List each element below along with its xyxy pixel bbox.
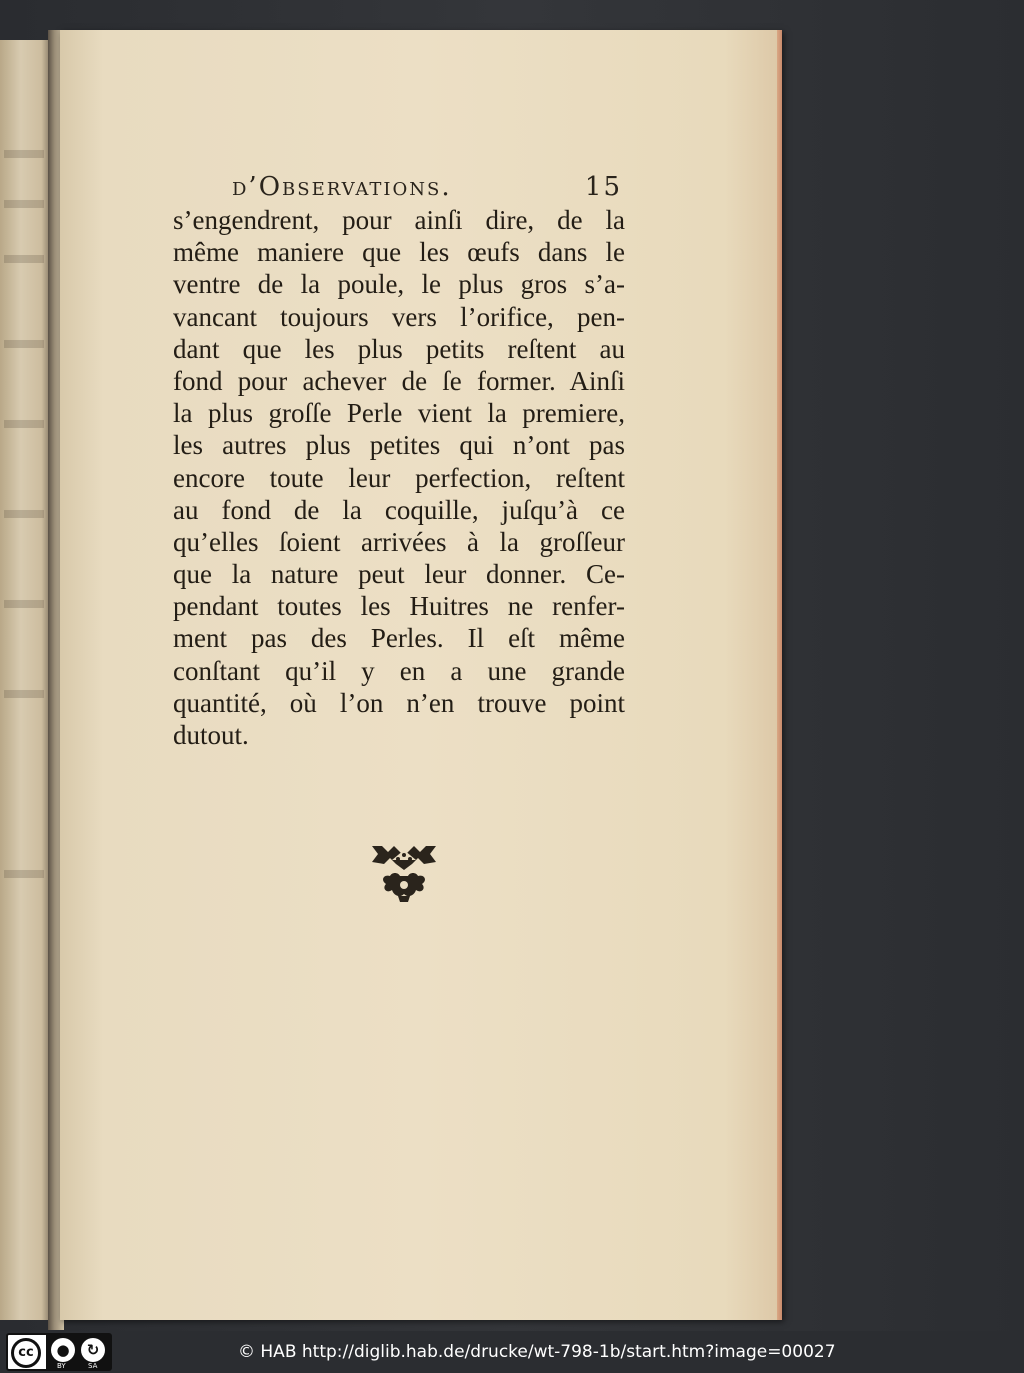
text-line: vancant toujours vers l’orifice, pen- <box>173 301 625 332</box>
by-label: BY <box>57 1362 66 1370</box>
text-line: encore toute leur perfection, reſtent <box>173 462 625 493</box>
show-through-mark <box>4 255 44 263</box>
cc-icon: cc <box>11 1338 41 1368</box>
text-line: ventre de la poule, le plus gros s’a- <box>173 269 625 300</box>
show-through-mark <box>4 150 44 158</box>
text-line: même maniere que les œufs dans le <box>173 237 625 268</box>
source-credit: © HAB http://diglib.hab.de/drucke/wt-798-1b/start.htm?image=00027 <box>238 1342 836 1362</box>
share-alike-icon: ↻ <box>81 1338 105 1362</box>
attribution-icon: ● <box>51 1338 75 1362</box>
text-line: pendant toutes les Huitres ne renfer- <box>173 591 625 622</box>
red-page-edge <box>777 30 782 1320</box>
text-line: s’engendrent, pour ainſi dire, de la <box>173 205 625 235</box>
text-line: dutout. <box>173 720 249 750</box>
text-line: conſtant qu’il y en a une grande <box>173 655 625 686</box>
previous-page-edge <box>0 40 54 1320</box>
sa-label: SA <box>88 1362 98 1370</box>
running-head-title: d’Observations. <box>232 172 452 202</box>
text-line: fond pour achever de ſe former. Ainſi <box>173 365 625 396</box>
show-through-mark <box>4 870 44 878</box>
show-through-mark <box>4 600 44 608</box>
text-line: dant que les plus petits reſtent au <box>173 333 625 364</box>
text-line: au fond de la coquille, juſqu’à ce <box>173 494 625 525</box>
creative-commons-badge[interactable] <box>6 1333 112 1371</box>
book-page <box>60 30 782 1320</box>
show-through-mark <box>4 510 44 518</box>
text-line: ment pas des Perles. Il eſt même <box>173 623 625 654</box>
show-through-mark <box>4 690 44 698</box>
license-footer <box>0 1331 1024 1373</box>
show-through-mark <box>4 340 44 348</box>
page-number: 15 <box>584 172 622 202</box>
running-head <box>232 172 622 208</box>
text-line: les autres plus petites qui n’ont pas <box>173 430 625 461</box>
body-text <box>173 204 625 751</box>
text-line: quantité, où l’on n’en trouve point <box>173 687 625 718</box>
text-line: qu’elles ſoient arrivées à la groſſeur <box>173 526 625 557</box>
show-through-mark <box>4 200 44 208</box>
show-through-mark <box>4 420 44 428</box>
text-line: que la nature peut leur donner. Ce- <box>173 559 625 590</box>
printers-fleuron-icon <box>368 842 440 904</box>
text-line: la plus groſſe Perle vient la premiere, <box>173 398 625 429</box>
